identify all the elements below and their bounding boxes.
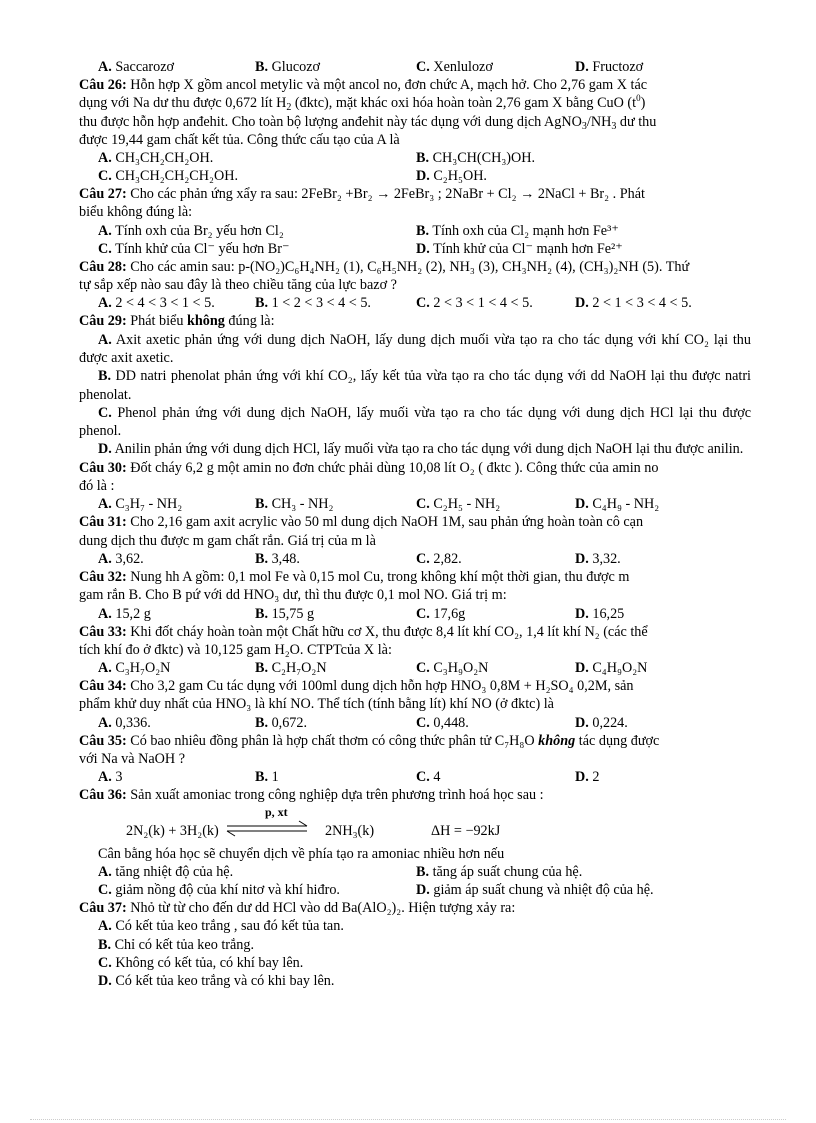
question-label: Câu 31: (79, 514, 127, 531)
question-28: Câu 28: Cho các amin sau: p-(NO₂)C₆H₄NH₂ (1), C₆H₅NH₂ (2), NH₃ (3), CH₃NH₂ (4), (CH₃)₂NH (5). Thứ tự sắp xếp nào sau đây là theo chiều tăng của lực bazơ ? A. 2 < 4 < 3 < 1 < 5. B. 1 < 2 < 3 < 4 < 5. C. 2 < 3 < 1 < 4 < 5. D. 2 < 1 < 3 < 4 < 5. (79, 258, 692, 312)
question-label: Câu 29: (79, 313, 127, 330)
question-label: Câu 34: (79, 678, 127, 695)
q28-option-a[interactable]: A. 2 < 4 < 3 < 1 < 5. (98, 295, 215, 312)
question-26: Câu 26: Hỗn hợp X gồm ancol metylic và một ancol no, đơn chức A, mạch hở. Cho 2,76 gam X tác dụng với Na dư thu được 0,672 lít $H_2$ (đktc), mặt khác oxi hóa hoàn toàn 2,76 gam X bằng CuO $(t^0)$ thu được hỗn hợp anđehit. Cho toàn bộ lượng anđehit này tác dụng với dung dịch $AgNO_3/NH_3$ dư thu được 19,44 gam chất kết tủa. Công thức cấu tạo của A là A. CH₃CH₂CH₂OH. B. CH₃CH(CH₃)OH. C. CH₃CH₂CH₂CH₂OH. D. C₂H₅OH. (79, 77, 657, 185)
question-label: Câu 33: (79, 623, 127, 640)
question-37: Câu 37: Nhỏ từ từ cho đến dư dd HCl vào dd Ba(AlO₂)₂. Hiện tượng xảy ra: A. Có kết tủa keo trắng , sau đó kết tủa tan. B. Chỉ có kết tủa keo trắng. C. Không có kết tủa, có khí bay lên. D. Có kết tủa keo trắng và có khi bay lên. (79, 899, 751, 990)
q36-option-c[interactable]: C. giảm nồng độ của khí nitơ và khí hiđro. (98, 881, 340, 898)
q32-option-b[interactable]: B. 15,75 g (255, 605, 315, 622)
q26-option-c[interactable]: C. CH₃CH₂CH₂CH₂OH. (98, 168, 239, 185)
question-35: Câu 35: Có bao nhiêu đồng phân là hợp chất thơm có công thức phân tử C₇H₈O không tác dụng được với Na và NaOH ? A. 3 B. 1 C. 4 D. 2 (79, 732, 660, 786)
q37-option-b[interactable]: B. Chỉ có kết tủa keo trắng. (98, 936, 255, 953)
q37-option-a[interactable]: A. Có kết tủa keo trắng , sau đó kết tủa tan. (98, 918, 344, 935)
q36-option-b[interactable]: B. tăng áp suất chung của hệ. (416, 863, 583, 880)
q32-option-c[interactable]: C. 17,6g (416, 605, 466, 622)
q35-option-c[interactable]: C. 4 (416, 769, 441, 786)
question-label: Câu 35: (79, 732, 127, 749)
equilibrium-arrow-icon (225, 819, 309, 839)
q34-option-b[interactable]: B. 0,672. (255, 714, 308, 731)
question-label: Câu 26: (79, 77, 127, 93)
q32-option-d[interactable]: D. 16,25 (575, 605, 625, 622)
q27-option-d[interactable]: D. Tính khử của Cl⁻ mạnh hơn Fe²⁺ (416, 240, 623, 257)
q34-option-a[interactable]: A. 0,336. (98, 714, 151, 731)
q35-option-a[interactable]: A. 3 (98, 769, 123, 786)
q37-option-d[interactable]: D. Có kết tủa keo trắng và có khi bay lên. (98, 973, 335, 990)
question-32: Câu 32: Nung hh A gồm: 0,1 mol Fe và 0,15 mol Cu, trong không khí một thời gian, thu được m gam rắn B. Cho B pứ với dd HNO₃ dư, thì thu được 0,1 mol NO. Giá trị m: A. 15,2 g B. 15,75 g C. 17,6g D. 16,25 (79, 568, 630, 622)
q36-option-a[interactable]: A. tăng nhiệt độ của hệ. (98, 863, 234, 880)
equation-condition: p, xt (265, 804, 288, 819)
q33-option-b[interactable]: B. C₂H₇O₂N (255, 660, 327, 677)
q29-option-c[interactable]: C. Phenol phản ứng với dung dịch NaOH, lấy muối vừa tạo ra cho tác dụng với dung dịch HCl lại thu được phenol. (79, 404, 752, 440)
q25-option-c[interactable]: C. Xenlulozơ (416, 59, 493, 75)
q30-option-b[interactable]: B. CH₃ - NH₂ (255, 496, 334, 513)
question-36: Câu 36: Sản xuất amoniac trong công nghiệp dựa trên phương trình hoá học sau : 2N₂(k) + 3H₂(k) p, xt 2NH₃(k) ΔH = −92kJ Cân bằng hóa học sẽ chuyển dịch về phía tạo ra amoniac nhiều hơn nếu A. tăng nhiệt độ của hệ. B. tăng áp suất chung của hệ. C. giảm nồng độ của khí nitơ và khí hiđro. D. giảm áp suất chung và nhiệt độ của hệ. (79, 786, 751, 899)
question-34: Câu 34: Cho 3,2 gam Cu tác dụng với 100ml dung dịch hỗn hợp HNO₃ 0,8M + H₂SO₄ 0,2M, sản phẩm khử duy nhất của HNO₃ là khí NO. Thể tích (tính bằng lít) khí NO (ở đktc) là A. 0,336. B. 0,672. C. 0,448. D. 0,224. (79, 678, 634, 731)
q28-option-d[interactable]: D. 2 < 1 < 3 < 4 < 5. (575, 295, 692, 312)
q30-option-c[interactable]: C. C₂H₅ - NH₂ (416, 496, 501, 513)
q26-option-d[interactable]: D. C₂H₅OH. (416, 168, 487, 185)
q29-option-a[interactable]: A. Axit axetic phản ứng với dung dịch NaOH, lấy dung dịch muối vừa tạo ra cho tác dụng với khí CO₂ lại thu được axit axetic. (79, 331, 751, 366)
q34-option-d[interactable]: D. 0,224. (575, 714, 628, 731)
q25-option-b[interactable]: B. Glucozơ (255, 59, 321, 75)
equation-reactants: 2N₂(k) + 3H₂(k) (126, 822, 219, 839)
q34-option-c[interactable]: C. 0,448. (416, 714, 469, 731)
question-label: Câu 30: (79, 459, 127, 476)
q33-option-c[interactable]: C. C₃H₉O₂N (416, 660, 489, 677)
q30-option-d[interactable]: D. C₄H₉ - NH₂ (575, 496, 660, 513)
q29-option-b[interactable]: B. DD natri phenolat phản ứng với khí CO₂, lấy kết tủa vừa tạo ra cho tác dụng với dd NaOH lại thu được natri phenolat. (79, 368, 751, 403)
question-label: Câu 37: (79, 899, 127, 916)
q35-option-b[interactable]: B. 1 (255, 769, 279, 786)
q31-option-d[interactable]: D. 3,32. (575, 550, 621, 567)
q27-option-b[interactable]: B. Tính oxh của Cl₂ mạnh hơn Fe³⁺ (416, 222, 619, 239)
q28-option-b[interactable]: B. 1 < 2 < 3 < 4 < 5. (255, 295, 371, 312)
question-label: Câu 27: (79, 186, 127, 203)
q25-options (79, 58, 751, 76)
q31-option-a[interactable]: A. 3,62. (98, 550, 144, 567)
q36-option-d[interactable]: D. giảm áp suất chung và nhiệt độ của hệ. (416, 881, 654, 898)
question-label: Câu 36: (79, 787, 127, 804)
equation-product: 2NH₃(k) (325, 822, 375, 839)
q35-option-d[interactable]: D. 2 (575, 769, 600, 786)
q32-option-a[interactable]: A. 15,2 g (98, 605, 151, 622)
q27-option-c[interactable]: C. Tính khử của Cl⁻ yếu hơn Br⁻ (98, 240, 290, 257)
q25-option-a[interactable]: A. Saccarozơ (98, 59, 175, 75)
q31-option-b[interactable]: B. 3,48. (255, 550, 300, 567)
exam-page (79, 58, 751, 990)
q26-option-b[interactable]: B. CH₃CH(CH₃)OH. (416, 150, 536, 167)
q27-option-a[interactable]: A. Tính oxh của Br₂ yếu hơn Cl₂ (98, 222, 284, 239)
equation (79, 805, 751, 845)
q26-option-a[interactable]: A. CH₃CH₂CH₂OH. (98, 150, 214, 167)
q33-option-a[interactable]: A. C₃H₇O₂N (98, 660, 171, 677)
question-label: Câu 32: (79, 568, 127, 585)
q31-option-c[interactable]: C. 2,82. (416, 550, 462, 567)
page-footer-divider (30, 1119, 786, 1120)
question-33: Câu 33: Khi đốt cháy hoàn toàn một Chất hữu cơ X, thu được 8,4 lít khí CO₂, 1,4 lít khí N₂ (các thể tích khí đo ở đktc) và 10,125 gam H₂O. CTPTcủa X là: A. C₃H₇O₂N B. C₂H₇O₂N C. C₃H₉O₂N D. C₄H₉O₂N (79, 623, 648, 677)
q29-option-d[interactable]: D. Anilin phản ứng với dung dịch HCl, lấy muối vừa tạo ra cho tác dụng với dung dịch NaOH lại thu được anilin. (98, 441, 744, 458)
question-31: Câu 31: Cho 2,16 gam axit acrylic vào 50 ml dung dịch NaOH 1M, sau phản ứng hoàn toàn cô cạn dung dịch thu được m gam chất rắn. Giá trị của m là A. 3,62. B. 3,48. C. 2,82. D. 3,32. (79, 514, 644, 567)
q33-option-d[interactable]: D. C₄H₉O₂N (575, 660, 648, 677)
question-30: Câu 30: Đốt cháy 6,2 g một amin no đơn chức phải dùng 10,08 lít O₂ ( đktc ). Công thức của amin no đó là : A. C₃H₇ - NH₂ B. CH₃ - NH₂ C. C₂H₅ - NH₂ D. C₄H₉ - NH₂ (79, 459, 660, 513)
question-label: Câu 28: (79, 258, 127, 275)
question-27: Câu 27: Cho các phản ứng xẩy ra sau: 2FeBr₂ +Br₂ → 2FeBr₃ ; 2NaBr + Cl₂ → 2NaCl + Br₂ . Phát biểu không đúng là: A. Tính oxh của Br₂ yếu hơn Cl₂ B. Tính oxh của Cl₂ mạnh hơn Fe³⁺ C. Tính khử của Cl⁻ yếu hơn Br⁻ D. Tính khử của Cl⁻ mạnh hơn Fe²⁺ (79, 186, 645, 257)
question-29: Câu 29: Phát biểu không đúng là: A. Axit axetic phản ứng với dung dịch NaOH, lấy dung dịch muối vừa tạo ra cho tác dụng với khí CO₂ lại thu được axit axetic. B. DD natri phenolat phản ứng với khí CO₂, lấy kết tủa vừa tạo ra cho tác dụng với dd NaOH lại thu được natri phenolat. C. Phenol phản ứng với dung dịch NaOH, lấy muối vừa tạo ra cho tác dụng với dung dịch HCl lại thu được phenol. D. Anilin phản ứng với dung dịch HCl, lấy muối vừa tạo ra cho tác dụng với dung dịch NaOH lại thu được anilin. (79, 313, 752, 458)
equation-enthalpy: ΔH = −92kJ (431, 822, 501, 839)
q37-option-c[interactable]: C. Không có kết tủa, có khí bay lên. (98, 954, 304, 971)
q28-option-c[interactable]: C. 2 < 3 < 1 < 4 < 5. (416, 295, 533, 312)
q25-option-d[interactable]: D. Fructozơ (575, 59, 644, 75)
q30-option-a[interactable]: A. C₃H₇ - NH₂ (98, 496, 183, 513)
